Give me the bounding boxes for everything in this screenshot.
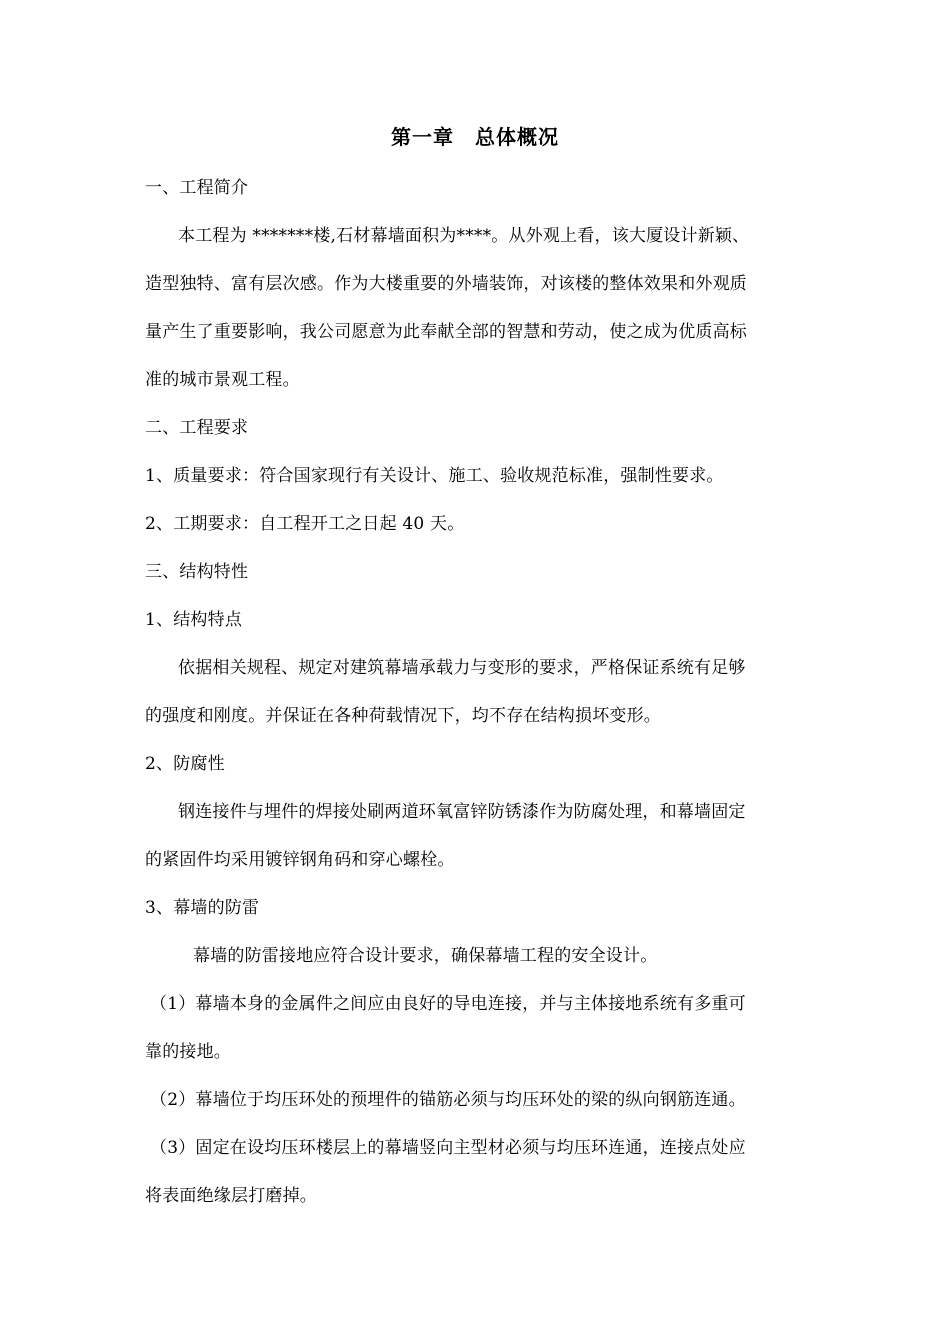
paragraph-line: 钢连接件与埋件的焊接处刷两道环氧富锌防锈漆作为防腐处理，和幕墙固定 [178, 802, 746, 822]
paragraph-line: 依据相关规程、规定对建筑幕墙承载力与变形的要求，严格保证系统有足够 [178, 658, 746, 678]
requirement-item: 1、质量要求：符合国家现行有关设计、施工、验收规范标准，强制性要求。 [145, 466, 724, 486]
list-item-continuation: 靠的接地。 [145, 1042, 231, 1062]
paragraph-line: 的强度和刚度。并保证在各种荷载情况下，均不存在结构损坏变形。 [145, 706, 661, 726]
paragraph-line: 幕墙的防雷接地应符合设计要求，确保幕墙工程的安全设计。 [193, 946, 658, 966]
list-item: （1）幕墙本身的金属件之间应由良好的导电连接，并与主体接地系统有多重可 [150, 994, 746, 1014]
subsection-heading: 3、幕墙的防雷 [145, 898, 260, 918]
subsection-heading: 2、防腐性 [145, 754, 225, 774]
list-item: （3）固定在设均压环楼层上的幕墙竖向主型材必须与均压环连通，连接点处应 [150, 1138, 746, 1158]
section-heading-1: 一、工程简介 [145, 178, 249, 198]
chapter-title: 第一章 总体概况 [391, 125, 559, 149]
subsection-heading: 1、结构特点 [145, 610, 243, 630]
paragraph-line: 本工程为 *******楼,石材幕墙面积为****。从外观上看，该大厦设计新颖、 [178, 226, 750, 246]
section-heading-3: 三、结构特性 [145, 562, 249, 582]
paragraph-line: 的紧固件均采用镀锌钢角码和穿心螺栓。 [145, 850, 455, 870]
list-item: （2）幕墙位于均压环处的预埋件的锚筋必须与均压环处的梁的纵向钢筋连通。 [150, 1090, 746, 1110]
paragraph-line: 造型独特、富有层次感。作为大楼重要的外墙装饰，对该楼的整体效果和外观质 [145, 274, 747, 294]
section-heading-2: 二、工程要求 [145, 418, 249, 438]
paragraph-line: 量产生了重要影响，我公司愿意为此奉献全部的智慧和劳动，使之成为优质高标 [145, 322, 747, 342]
list-item-continuation: 将表面绝缘层打磨掉。 [145, 1186, 317, 1206]
paragraph-line: 准的城市景观工程。 [145, 370, 300, 390]
requirement-item: 2、工期要求：自工程开工之日起 40 天。 [145, 514, 465, 534]
